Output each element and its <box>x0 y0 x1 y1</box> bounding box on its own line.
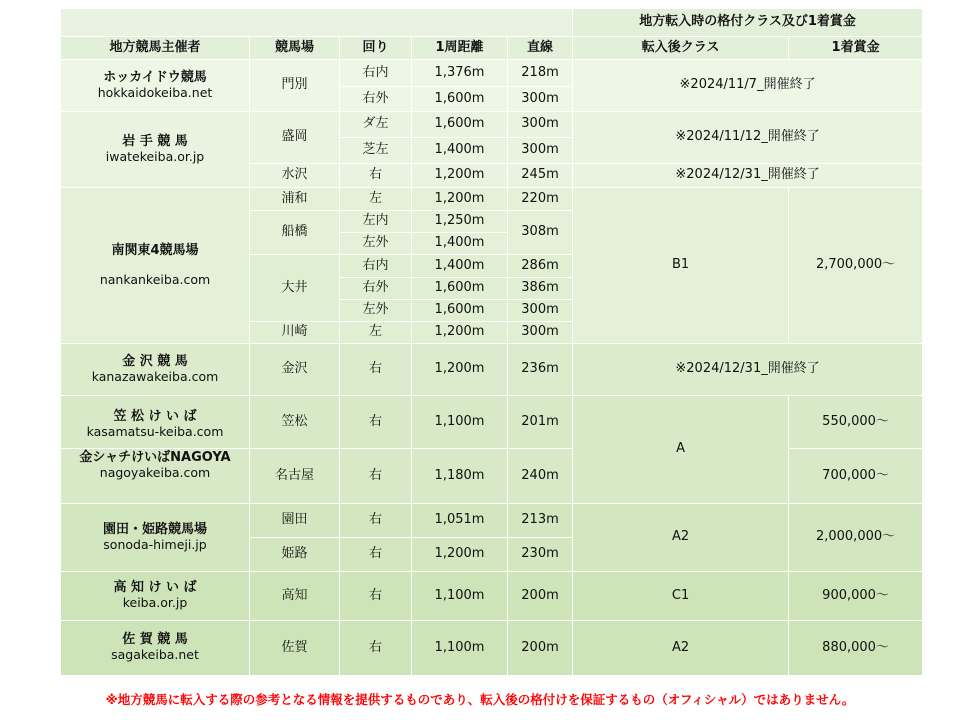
organizer-name: ホッカイドウ競馬 <box>103 69 207 85</box>
organizer-name: 高 知 け い ば <box>113 580 197 596</box>
direction-cell: 左内 <box>340 211 412 233</box>
distance-cell: 1,400m <box>412 233 508 255</box>
organizer-url: kasamatsu-keiba.com <box>86 423 224 439</box>
track-oi: 大井 <box>250 255 340 322</box>
track-mizusawa: 水沢 <box>250 164 340 188</box>
organizer-saga <box>61 621 250 676</box>
organizer-minami-kanto <box>61 188 250 344</box>
organizer-sonoda-himeji <box>61 504 250 572</box>
header-class: 転入後クラス <box>573 37 789 60</box>
header-straight: 直線 <box>508 37 573 60</box>
direction-cell: ダ左 <box>340 112 412 138</box>
disclaimer-text: ※地方競馬に転入する際の参考となる情報を提供するものであり、転入後の格付けを保証するもの（オフィシャル）ではありません。 <box>105 692 855 707</box>
class-cell: A <box>573 396 789 504</box>
table-row <box>61 188 923 211</box>
distance-cell: 1,600m <box>412 300 508 322</box>
closed-note: ※2024/12/31_開催終了 <box>573 164 923 188</box>
organizer-name: 佐 賀 競 馬 <box>122 632 188 648</box>
header-direction: 回り <box>340 37 412 60</box>
straight-cell: 240m <box>508 449 573 504</box>
track-monbetsu: 門別 <box>250 60 340 112</box>
prize-cell: 700,000～ <box>789 449 923 504</box>
organizer-name: 園田・姫路競馬場 <box>102 521 207 537</box>
closed-note: ※2024/11/7_開催終了 <box>573 60 923 112</box>
organizer-url: kanazawakeiba.com <box>91 368 219 384</box>
distance-cell: 1,376m <box>412 60 508 87</box>
distance-cell: 1,200m <box>412 538 508 572</box>
direction-cell: 右内 <box>340 60 412 87</box>
closed-note: ※2024/11/12_開催終了 <box>573 112 923 164</box>
class-cell: B1 <box>573 188 789 344</box>
direction-cell: 右 <box>340 164 412 188</box>
distance-cell: 1,180m <box>412 449 508 504</box>
organizer-iwate <box>61 112 250 188</box>
organizer-nagoya <box>61 449 250 504</box>
track-urawa: 浦和 <box>250 188 340 211</box>
organizer-kasamatsu <box>61 396 250 449</box>
distance-cell: 1,100m <box>412 396 508 449</box>
organizer-kanazawa <box>61 344 250 396</box>
direction-cell: 右内 <box>340 255 412 278</box>
header-distance: 1周距離 <box>412 37 508 60</box>
direction-cell: 右 <box>340 396 412 449</box>
table-row <box>61 449 923 504</box>
prize-cell: 880,000～ <box>789 621 923 676</box>
direction-cell: 左外 <box>340 300 412 322</box>
table-row <box>61 396 923 449</box>
table-row <box>61 112 923 138</box>
table-row <box>61 344 923 396</box>
track-kawasaki: 川崎 <box>250 322 340 344</box>
straight-cell: 236m <box>508 344 573 396</box>
organizer-url: keiba.or.jp <box>122 595 188 611</box>
straight-cell: 300m <box>508 322 573 344</box>
straight-cell: 308m <box>508 211 573 255</box>
organizer-url: hokkaidokeiba.net <box>97 84 213 100</box>
organizer-url: sagakeiba.net <box>111 647 199 663</box>
header-group-title: 地方転入時の格付クラス及び1着賞金 <box>573 9 923 37</box>
distance-cell: 1,200m <box>412 188 508 211</box>
track-saga: 佐賀 <box>250 621 340 676</box>
track-kasamatsu: 笠松 <box>250 396 340 449</box>
distance-cell: 1,100m <box>412 572 508 621</box>
class-cell: A2 <box>573 504 789 572</box>
organizer-kochi <box>61 572 250 621</box>
direction-cell: 芝左 <box>340 138 412 164</box>
direction-cell: 右 <box>340 538 412 572</box>
distance-cell: 1,100m <box>412 621 508 676</box>
local-racing-table <box>60 8 923 676</box>
straight-cell: 230m <box>508 538 573 572</box>
organizer-url: sonoda-himeji.jp <box>103 536 207 552</box>
straight-cell: 386m <box>508 278 573 300</box>
organizer-url: nankankeiba.com <box>99 271 211 287</box>
table-row <box>61 572 923 621</box>
straight-cell: 300m <box>508 138 573 164</box>
straight-cell: 300m <box>508 300 573 322</box>
straight-cell: 220m <box>508 188 573 211</box>
header-prize: 1着賞金 <box>789 37 923 60</box>
header-track: 競馬場 <box>250 37 340 60</box>
track-morioka: 盛岡 <box>250 112 340 164</box>
distance-cell: 1,400m <box>412 255 508 278</box>
distance-cell: 1,200m <box>412 164 508 188</box>
straight-cell: 213m <box>508 504 573 538</box>
direction-cell: 左 <box>340 322 412 344</box>
organizer-url: iwatekeiba.or.jp <box>105 148 205 164</box>
organizer-name: 岩 手 競 馬 <box>122 133 188 149</box>
track-himeji: 姫路 <box>250 538 340 572</box>
distance-cell: 1,600m <box>412 112 508 138</box>
class-cell: A2 <box>573 621 789 676</box>
direction-cell: 左 <box>340 188 412 211</box>
direction-cell: 右 <box>340 344 412 396</box>
organizer-hokkaido <box>61 60 250 112</box>
table-row <box>61 60 923 87</box>
direction-cell: 右 <box>340 572 412 621</box>
organizer-url: nagoyakeiba.com <box>99 464 211 480</box>
prize-cell: 550,000～ <box>789 396 923 449</box>
direction-cell: 左外 <box>340 233 412 255</box>
organizer-name: 金 沢 競 馬 <box>122 353 188 369</box>
straight-cell: 200m <box>508 572 573 621</box>
header-organizer: 地方競馬主催者 <box>61 37 250 60</box>
distance-cell: 1,400m <box>412 138 508 164</box>
distance-cell: 1,200m <box>412 322 508 344</box>
organizer-name: 南関東4競馬場 <box>111 242 199 258</box>
straight-cell: 218m <box>508 60 573 87</box>
direction-cell: 右外 <box>340 278 412 300</box>
straight-cell: 286m <box>508 255 573 278</box>
class-cell: C1 <box>573 572 789 621</box>
table-row <box>61 504 923 538</box>
straight-cell: 300m <box>508 87 573 112</box>
distance-cell: 1,200m <box>412 344 508 396</box>
straight-cell: 300m <box>508 112 573 138</box>
direction-cell: 右 <box>340 504 412 538</box>
prize-cell: 2,000,000～ <box>789 504 923 572</box>
distance-cell: 1,051m <box>412 504 508 538</box>
track-nagoya: 名古屋 <box>250 449 340 504</box>
direction-cell: 右 <box>340 449 412 504</box>
track-funabashi: 船橋 <box>250 211 340 255</box>
organizer-name: 笠 松 け い ば <box>113 409 197 424</box>
distance-cell: 1,600m <box>412 278 508 300</box>
straight-cell: 245m <box>508 164 573 188</box>
track-kanazawa: 金沢 <box>250 344 340 396</box>
distance-cell: 1,600m <box>412 87 508 112</box>
distance-cell: 1,250m <box>412 211 508 233</box>
closed-note: ※2024/12/31_開催終了 <box>573 344 923 396</box>
prize-cell: 900,000～ <box>789 572 923 621</box>
straight-cell: 201m <box>508 396 573 449</box>
table-row <box>61 621 923 676</box>
header-blank <box>61 9 573 37</box>
track-sonoda: 園田 <box>250 504 340 538</box>
organizer-name: 金シャチけいばNAGOYA <box>79 450 231 465</box>
prize-cell: 2,700,000～ <box>789 188 923 344</box>
straight-cell: 200m <box>508 621 573 676</box>
track-kochi: 高知 <box>250 572 340 621</box>
direction-cell: 右外 <box>340 87 412 112</box>
direction-cell: 右 <box>340 621 412 676</box>
